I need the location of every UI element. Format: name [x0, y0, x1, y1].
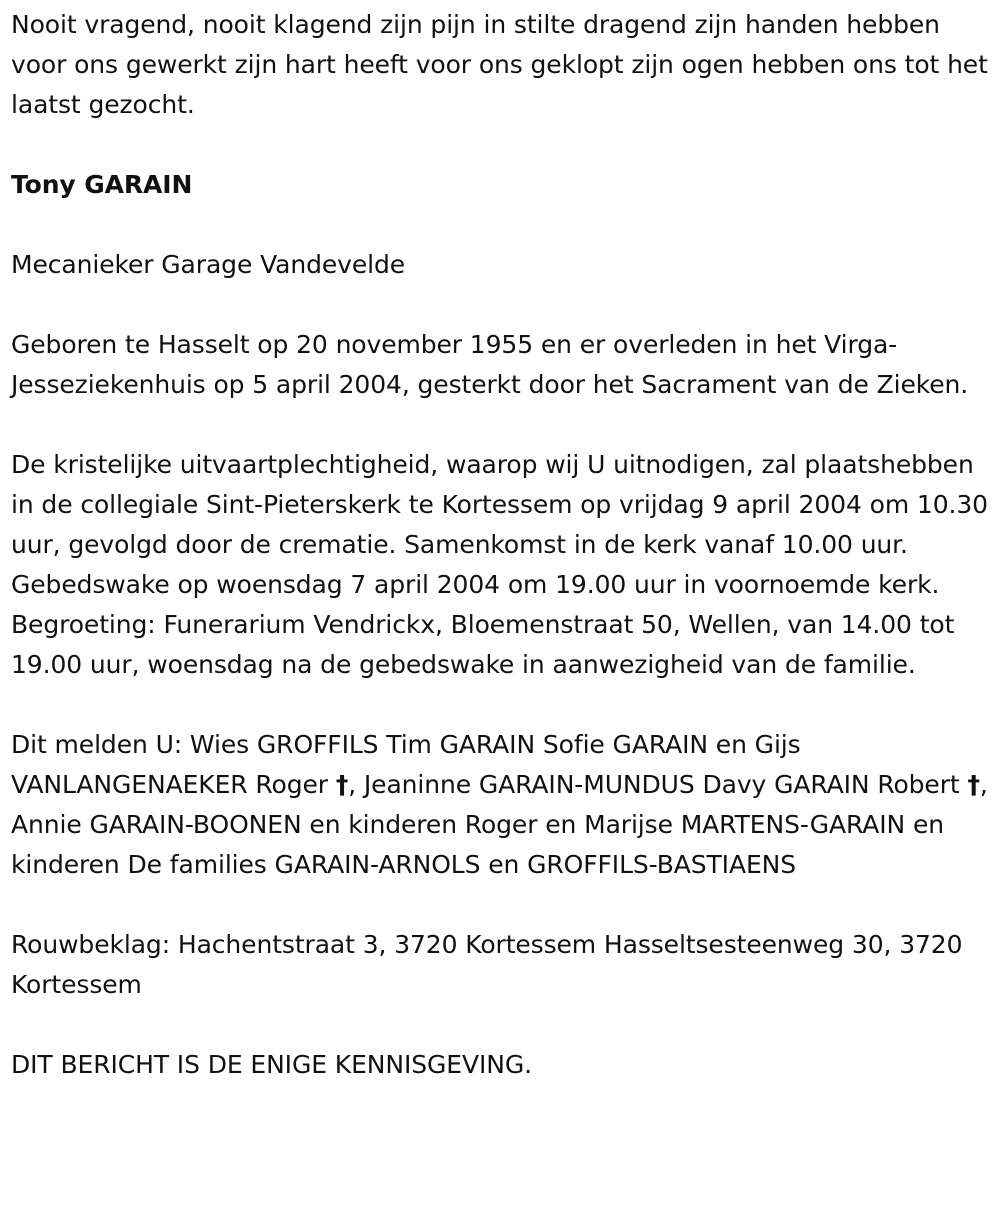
announcers-text-2: , Jeaninne GARAIN-MUNDUS Davy GARAIN Robert: [348, 770, 968, 799]
obituary-document: [11, 5, 991, 1085]
birth-death-paragraph: Geboren te Hasselt op 20 november 1955 en er overleden in het Virga-Jesseziekenhuis op 5 april 2004, gesterkt door het Sacrament van de Zieken.: [11, 330, 969, 399]
closing-notice: DIT BERICHT IS DE ENIGE KENNISGEVING.: [11, 1050, 532, 1079]
announcers-text-3: , Annie GARAIN-BOONEN en kinderen Roger en Marijse MARTENS-GARAIN en kinderen De families GARAIN-ARNOLS en GROFFILS-BASTIAENS: [11, 770, 988, 879]
condolences-paragraph: Rouwbeklag: Hachentstraat 3, 3720 Kortessem Hasseltsesteenweg 30, 3720 Kortessem: [11, 930, 963, 999]
occupation: Mecanieker Garage Vandevelde: [11, 250, 406, 279]
cross-icon: †: [335, 770, 349, 799]
deceased-name: Tony GARAIN: [11, 170, 193, 199]
announcers-paragraph: [11, 725, 991, 885]
funeral-paragraph: De kristelijke uitvaartplechtigheid, waarop wij U uitnodigen, zal plaatshebben in de collegiale Sint-Pieterskerk te Kortessem op vrijdag 9 april 2004 om 10.30 uur, gevolgd door de crematie. Samenkomst in de kerk vanaf 10.00 uur. Gebedswake op woensdag 7 april 2004 om 19.00 uur in voornoemde kerk. Begroeting: Funerarium Vendrickx, Bloemenstraat 50, Wellen, van 14.00 tot 19.00 uur, woensdag na de gebedswake in aanwezigheid van de familie.: [11, 450, 988, 679]
poem-paragraph: Nooit vragend, nooit klagend zijn pijn in stilte dragend zijn handen hebben voor ons gewerkt zijn hart heeft voor ons geklopt zijn ogen hebben ons tot het laatst gezocht.: [11, 10, 988, 119]
announcers-text-1: Dit melden U: Wies GROFFILS Tim GARAIN Sofie GARAIN en Gijs VANLANGENAEKER Roger: [11, 730, 801, 799]
cross-icon: †: [967, 770, 980, 799]
